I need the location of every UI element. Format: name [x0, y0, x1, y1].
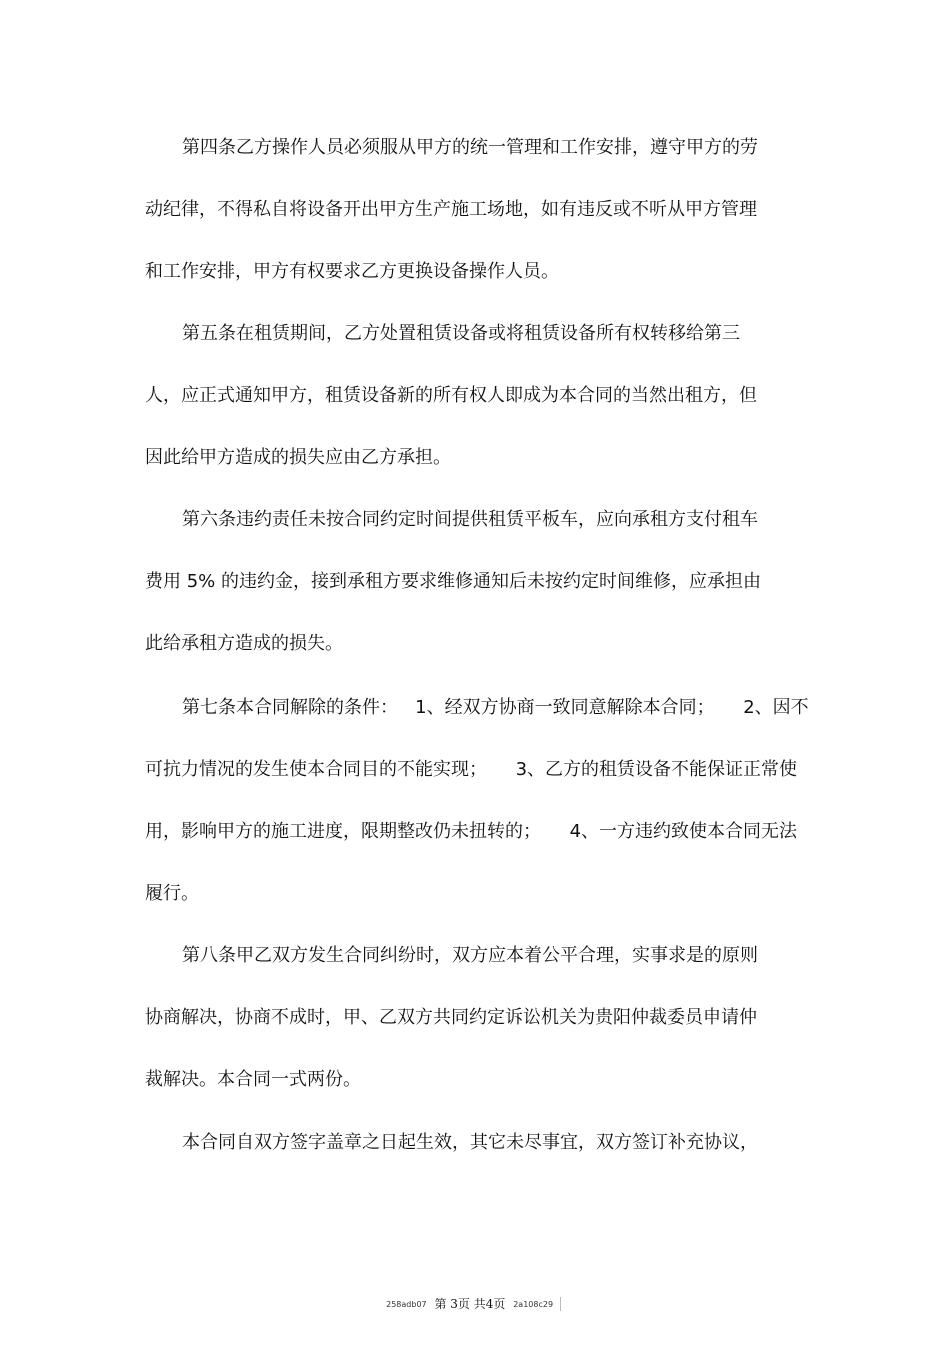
page-footer	[0, 1295, 950, 1312]
text-line: 第七条本合同解除的条件： 1、经双方协商一致同意解除本合同； 2、因不	[182, 697, 809, 718]
page-number: 第 3页 共4页	[434, 1297, 506, 1311]
footer-left-code: 258adb07	[386, 1300, 427, 1309]
text-line: 因此给甲方造成的损失应由乙方承担。	[145, 447, 451, 468]
text-line: 履行。	[145, 883, 199, 904]
text-line: 第六条违约责任未按合同约定时间提供租赁平板车，应向承租方支付租车	[182, 509, 758, 530]
text-line: 裁解决。本合同一式两份。	[145, 1069, 361, 1090]
footer-right-code: 2a108c29	[513, 1300, 554, 1309]
text-line: 费用 5% 的违约金，接到承租方要求维修通知后未按约定时间维修，应承担由	[145, 571, 761, 592]
footer-divider	[560, 1297, 561, 1311]
text-line: 用，影响甲方的施工进度，限期整改仍未扭转的； 4、一方违约致使本合同无法	[145, 821, 798, 842]
text-line: 人，应正式通知甲方，租赁设备新的所有权人即成为本合同的当然出租方，但	[145, 385, 757, 406]
text-line: 第五条在租赁期间，乙方处置租赁设备或将租赁设备所有权转移给第三	[182, 323, 740, 344]
text-line: 第八条甲乙双方发生合同纠纷时，双方应本着公平合理，实事求是的原则	[182, 945, 758, 966]
text-line: 本合同自双方签字盖章之日起生效，其它未尽事宜，双方签订补充协议，	[182, 1132, 758, 1153]
text-line: 可抗力情况的发生使本合同目的不能实现； 3、乙方的租赁设备不能保证正常使	[145, 759, 798, 780]
text-line: 第四条乙方操作人员必须服从甲方的统一管理和工作安排，遵守甲方的劳	[182, 137, 758, 158]
text-line: 动纪律，不得私自将设备开出甲方生产施工场地，如有违反或不听从甲方管理	[145, 199, 757, 220]
text-line: 和工作安排，甲方有权要求乙方更换设备操作人员。	[145, 261, 559, 282]
text-line: 协商解决，协商不成时，甲、乙双方共同约定诉讼机关为贵阳仲裁委员申请仲	[145, 1007, 757, 1028]
text-line: 此给承租方造成的损失。	[145, 633, 343, 654]
